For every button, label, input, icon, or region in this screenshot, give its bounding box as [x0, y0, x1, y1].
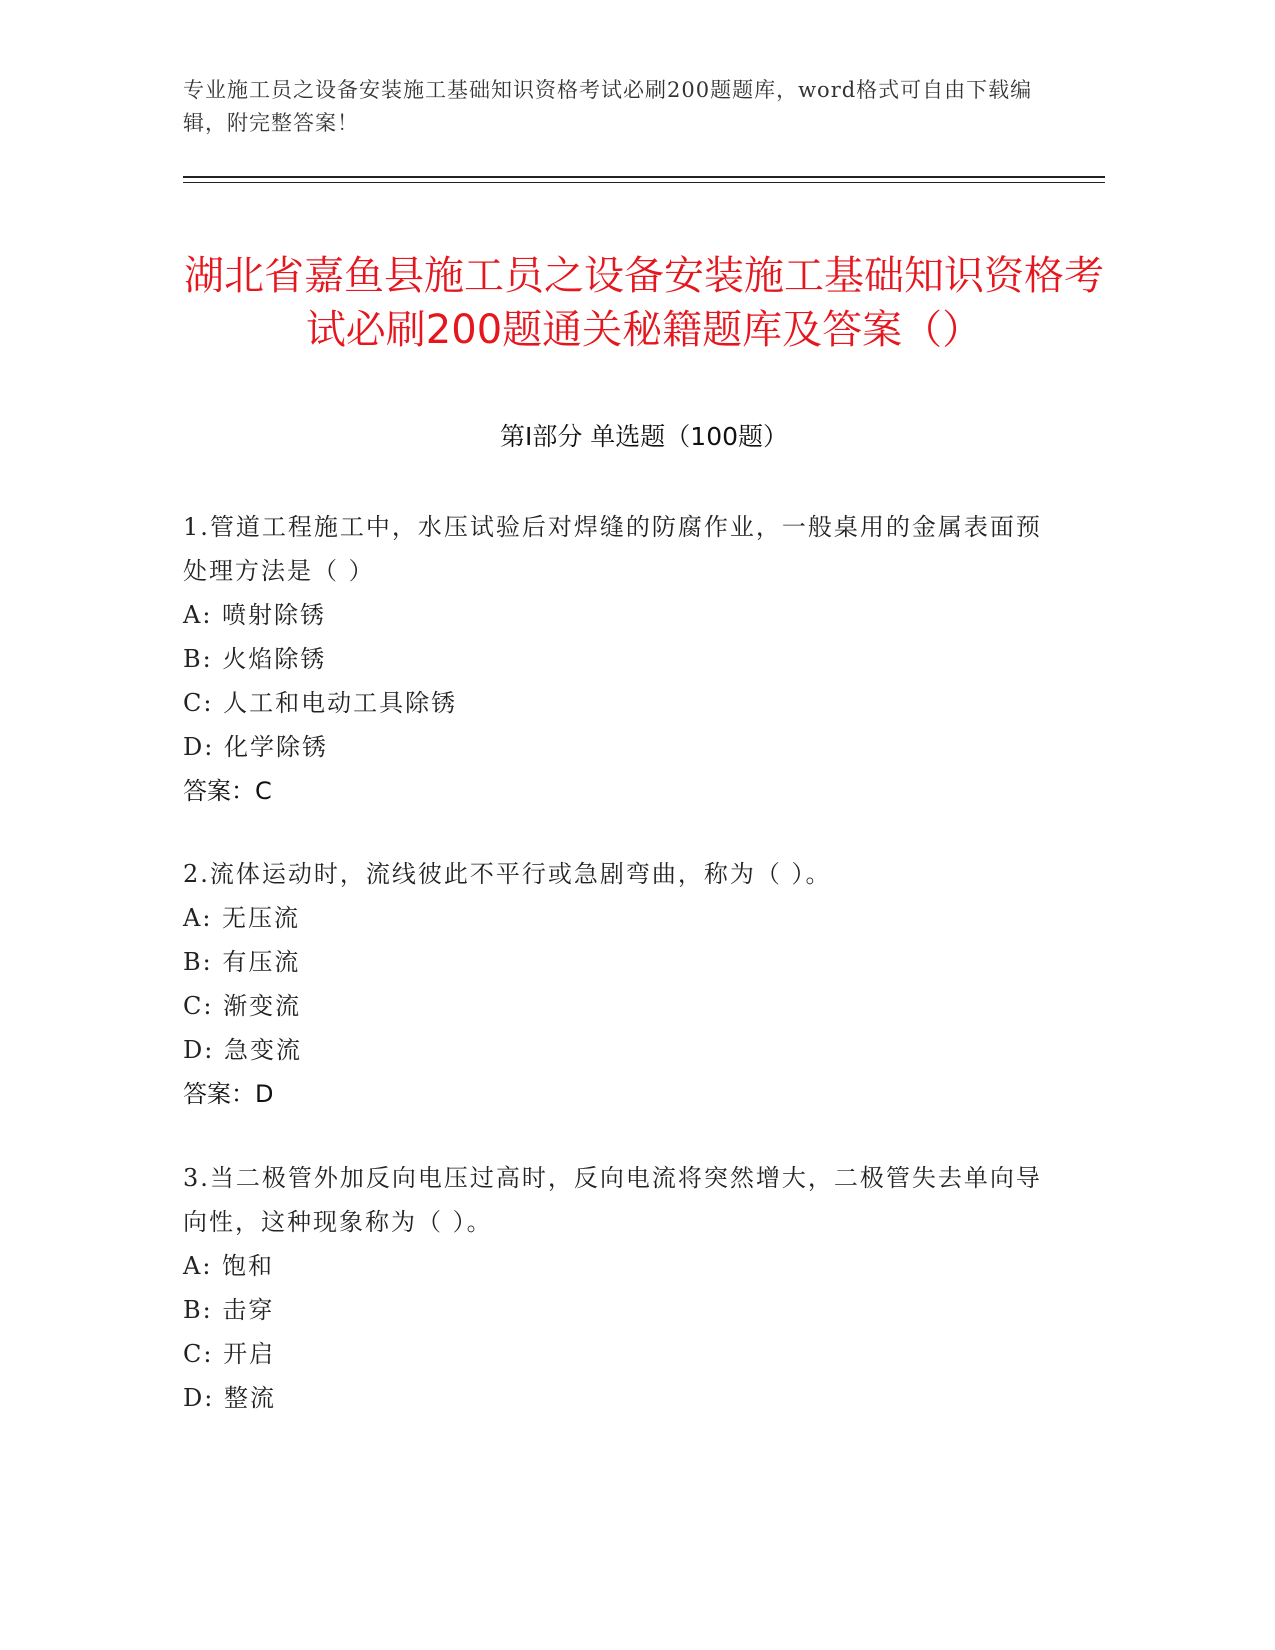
question-stem: 3.当二极管外加反向电压过高时，反向电流将突然增大，二极管失去单向导向性，这种现象称为（ ）。 — [183, 1164, 1042, 1236]
question-stem: 2.流体运动时，流线彼此不平行或急剧弯曲，称为（ ）。 — [183, 860, 832, 888]
option-c: C: 开启 — [183, 1340, 276, 1368]
header-divider-thin — [183, 182, 1105, 183]
header-divider-thick — [183, 176, 1105, 178]
answer-line: 答案：C — [183, 777, 272, 805]
option-a: A: 饱和 — [183, 1252, 275, 1280]
option-b: B: 有压流 — [183, 948, 301, 976]
question-3 — [183, 1156, 1063, 1420]
option-a: A: 无压流 — [183, 904, 301, 932]
option-b: B: 击穿 — [183, 1296, 275, 1324]
option-d: D: 急变流 — [183, 1036, 302, 1064]
section-heading: 第Ⅰ部分 单选题（100题） — [499, 422, 789, 451]
option-a: A: 喷射除锈 — [183, 601, 327, 629]
option-c: C: 渐变流 — [183, 992, 302, 1020]
answer-line: 答案：D — [183, 1080, 274, 1108]
option-c: C: 人工和电动工具除锈 — [183, 689, 458, 717]
header-note: 专业施工员之设备安装施工基础知识资格考试必刷200题题库，word格式可自由下载编辑，附完整答案！ — [183, 78, 1033, 135]
option-b: B: 火焰除锈 — [183, 645, 327, 673]
option-d: D: 化学除锈 — [183, 733, 328, 761]
question-2 — [183, 852, 1063, 1116]
question-stem: 1.管道工程施工中，水压试验后对焊缝的防腐作业，一般桌用的金属表面预处理方法是（ ） — [183, 513, 1042, 585]
question-1 — [183, 505, 1063, 813]
document-title: 湖北省嘉鱼县施工员之设备安装施工基础知识资格考试必刷200题通关秘籍题库及答案（） — [184, 252, 1104, 353]
option-d: D: 整流 — [183, 1384, 276, 1412]
